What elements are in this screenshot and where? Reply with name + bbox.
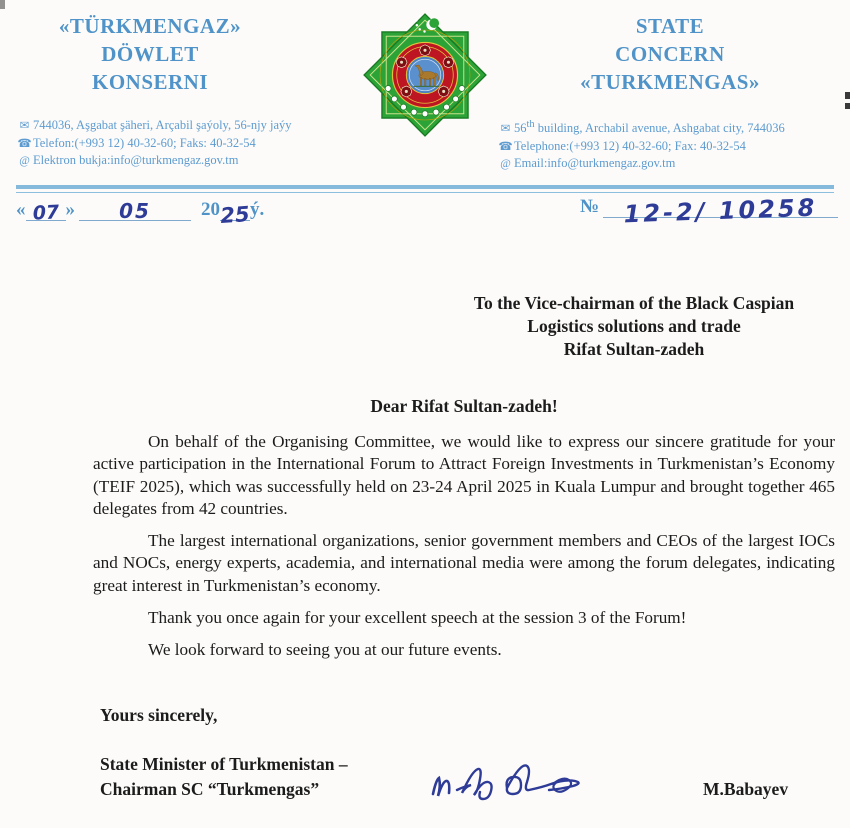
org-title-line: «TÜRKMENGAZ» <box>58 14 242 38</box>
address-text: 744036, Aşgabat şäheri, Arçabil şaýoly, 56-njy jaýy <box>33 118 292 132</box>
recipient-name: Rifat Sultan-zadeh <box>563 339 705 359</box>
signature-scribble <box>415 748 625 810</box>
phone-text: Telephone:(+993 12) 40-32-60; Fax: 40-32-54 <box>514 138 746 153</box>
ground-line <box>414 86 440 87</box>
phone-icon: ☎ <box>498 140 513 153</box>
scan-artifact <box>845 103 850 109</box>
org-title-line: CONCERN <box>615 42 725 66</box>
email-text: Email:info@turkmengaz.gov.tm <box>514 156 676 171</box>
at-icon: @ <box>500 158 511 171</box>
number-label: № <box>580 196 600 217</box>
date-century-printed: 20 <box>201 199 220 220</box>
signer-title-line: State Minister of Turkmenistan – <box>100 754 348 774</box>
date-open-quote: « <box>16 199 26 220</box>
header-divider-rule <box>16 185 834 193</box>
address-row <box>16 117 346 135</box>
handwritten-month: 05 <box>119 199 151 223</box>
signer-name: M.Babayev <box>703 779 789 799</box>
org-title-english <box>530 12 810 96</box>
salutation: Dear Rifat Sultan-zadeh! <box>370 396 558 416</box>
date-month-blank <box>79 199 191 221</box>
recipient-line: Logistics solutions and trade <box>527 316 741 336</box>
address-row <box>497 117 827 138</box>
contact-block-turkmen <box>16 117 346 170</box>
letter-body <box>93 431 835 672</box>
at-icon: @ <box>19 155 30 167</box>
address-text: 56th building, Archabil avenue, Ashgabat city, 744036 <box>514 119 785 136</box>
handwritten-day: 07 <box>31 201 60 225</box>
recipient-block <box>435 292 833 361</box>
org-title-line: STATE <box>635 14 705 38</box>
paragraph: On behalf of the Organising Committee, we would like to express our sincere gratitude for your active participation in the International Forum to Attract Foreign Investments in Turkmenistan’s Economy (TEIF 2025), which was successfully held on 23-24 April 2025 in Kuala Lumpur and brought together 465 delegates from 42 countries. <box>93 432 835 518</box>
recipient-line: To the Vice-chairman of the Black Caspian <box>473 293 795 313</box>
handwritten-number: 12-2/ 10258 <box>623 193 818 229</box>
handwritten-year: 25 <box>219 202 251 228</box>
ordinal-suffix: th <box>526 119 535 130</box>
phone-text: Telefon:(+993 12) 40-32-60; Faks: 40-32-54 <box>33 135 256 150</box>
date-close-quote: » <box>65 199 75 220</box>
scan-artifact <box>0 0 5 9</box>
date-field <box>16 199 265 228</box>
scan-artifact <box>845 92 850 99</box>
contact-block-english <box>497 117 827 173</box>
email-text: Elektron bukja:info@turkmengaz.gov.tm <box>33 153 239 167</box>
turkmenistan-state-emblem <box>358 8 492 142</box>
phone-row <box>16 135 346 153</box>
email-row <box>497 155 827 173</box>
paragraph: We look forward to seeing you at our future events. <box>148 640 502 660</box>
date-suffix: ý. <box>250 199 265 220</box>
envelope-icon: ✉ <box>500 123 511 136</box>
paragraph: The largest international organizations, senior government members and CEOs of the largest IOCs and NOCs, energy experts, academia, and international media were among the forum delegates, indicating great interest in Turkmenistan’s economy. <box>93 531 835 595</box>
closing-phrase: Yours sincerely, <box>100 705 218 725</box>
number-blank <box>603 193 838 229</box>
signer-title-line: Chairman SC “Turkmengas” <box>100 779 320 799</box>
email-row <box>16 152 346 170</box>
org-title-line: KONSERNI <box>91 70 209 94</box>
signer-title <box>100 752 348 802</box>
emblem-graphic <box>358 8 492 142</box>
org-title-line: «TURKMENGAS» <box>580 70 760 94</box>
envelope-icon: ✉ <box>19 120 30 132</box>
org-title-line: DÖWLET <box>101 42 199 66</box>
date-year-blank <box>219 202 251 228</box>
phone-icon: ☎ <box>17 137 32 150</box>
date-day-blank <box>26 201 66 225</box>
org-title-turkmen <box>0 12 300 96</box>
paragraph: Thank you once again for your excellent speech at the session 3 of the Forum! <box>148 608 687 628</box>
phone-row <box>497 138 827 156</box>
reference-number-field <box>580 193 838 229</box>
